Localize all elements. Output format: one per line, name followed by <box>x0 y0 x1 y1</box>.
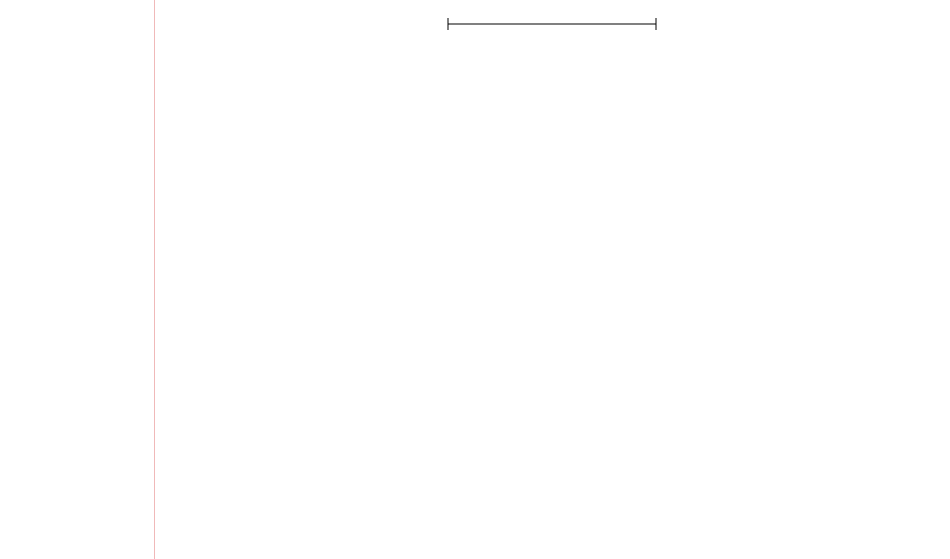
gencode-gene-feature[interactable] <box>156 80 950 96</box>
label-divider <box>154 0 155 559</box>
phylop-conservation-plot[interactable] <box>156 294 950 364</box>
scale-bar <box>440 16 664 32</box>
